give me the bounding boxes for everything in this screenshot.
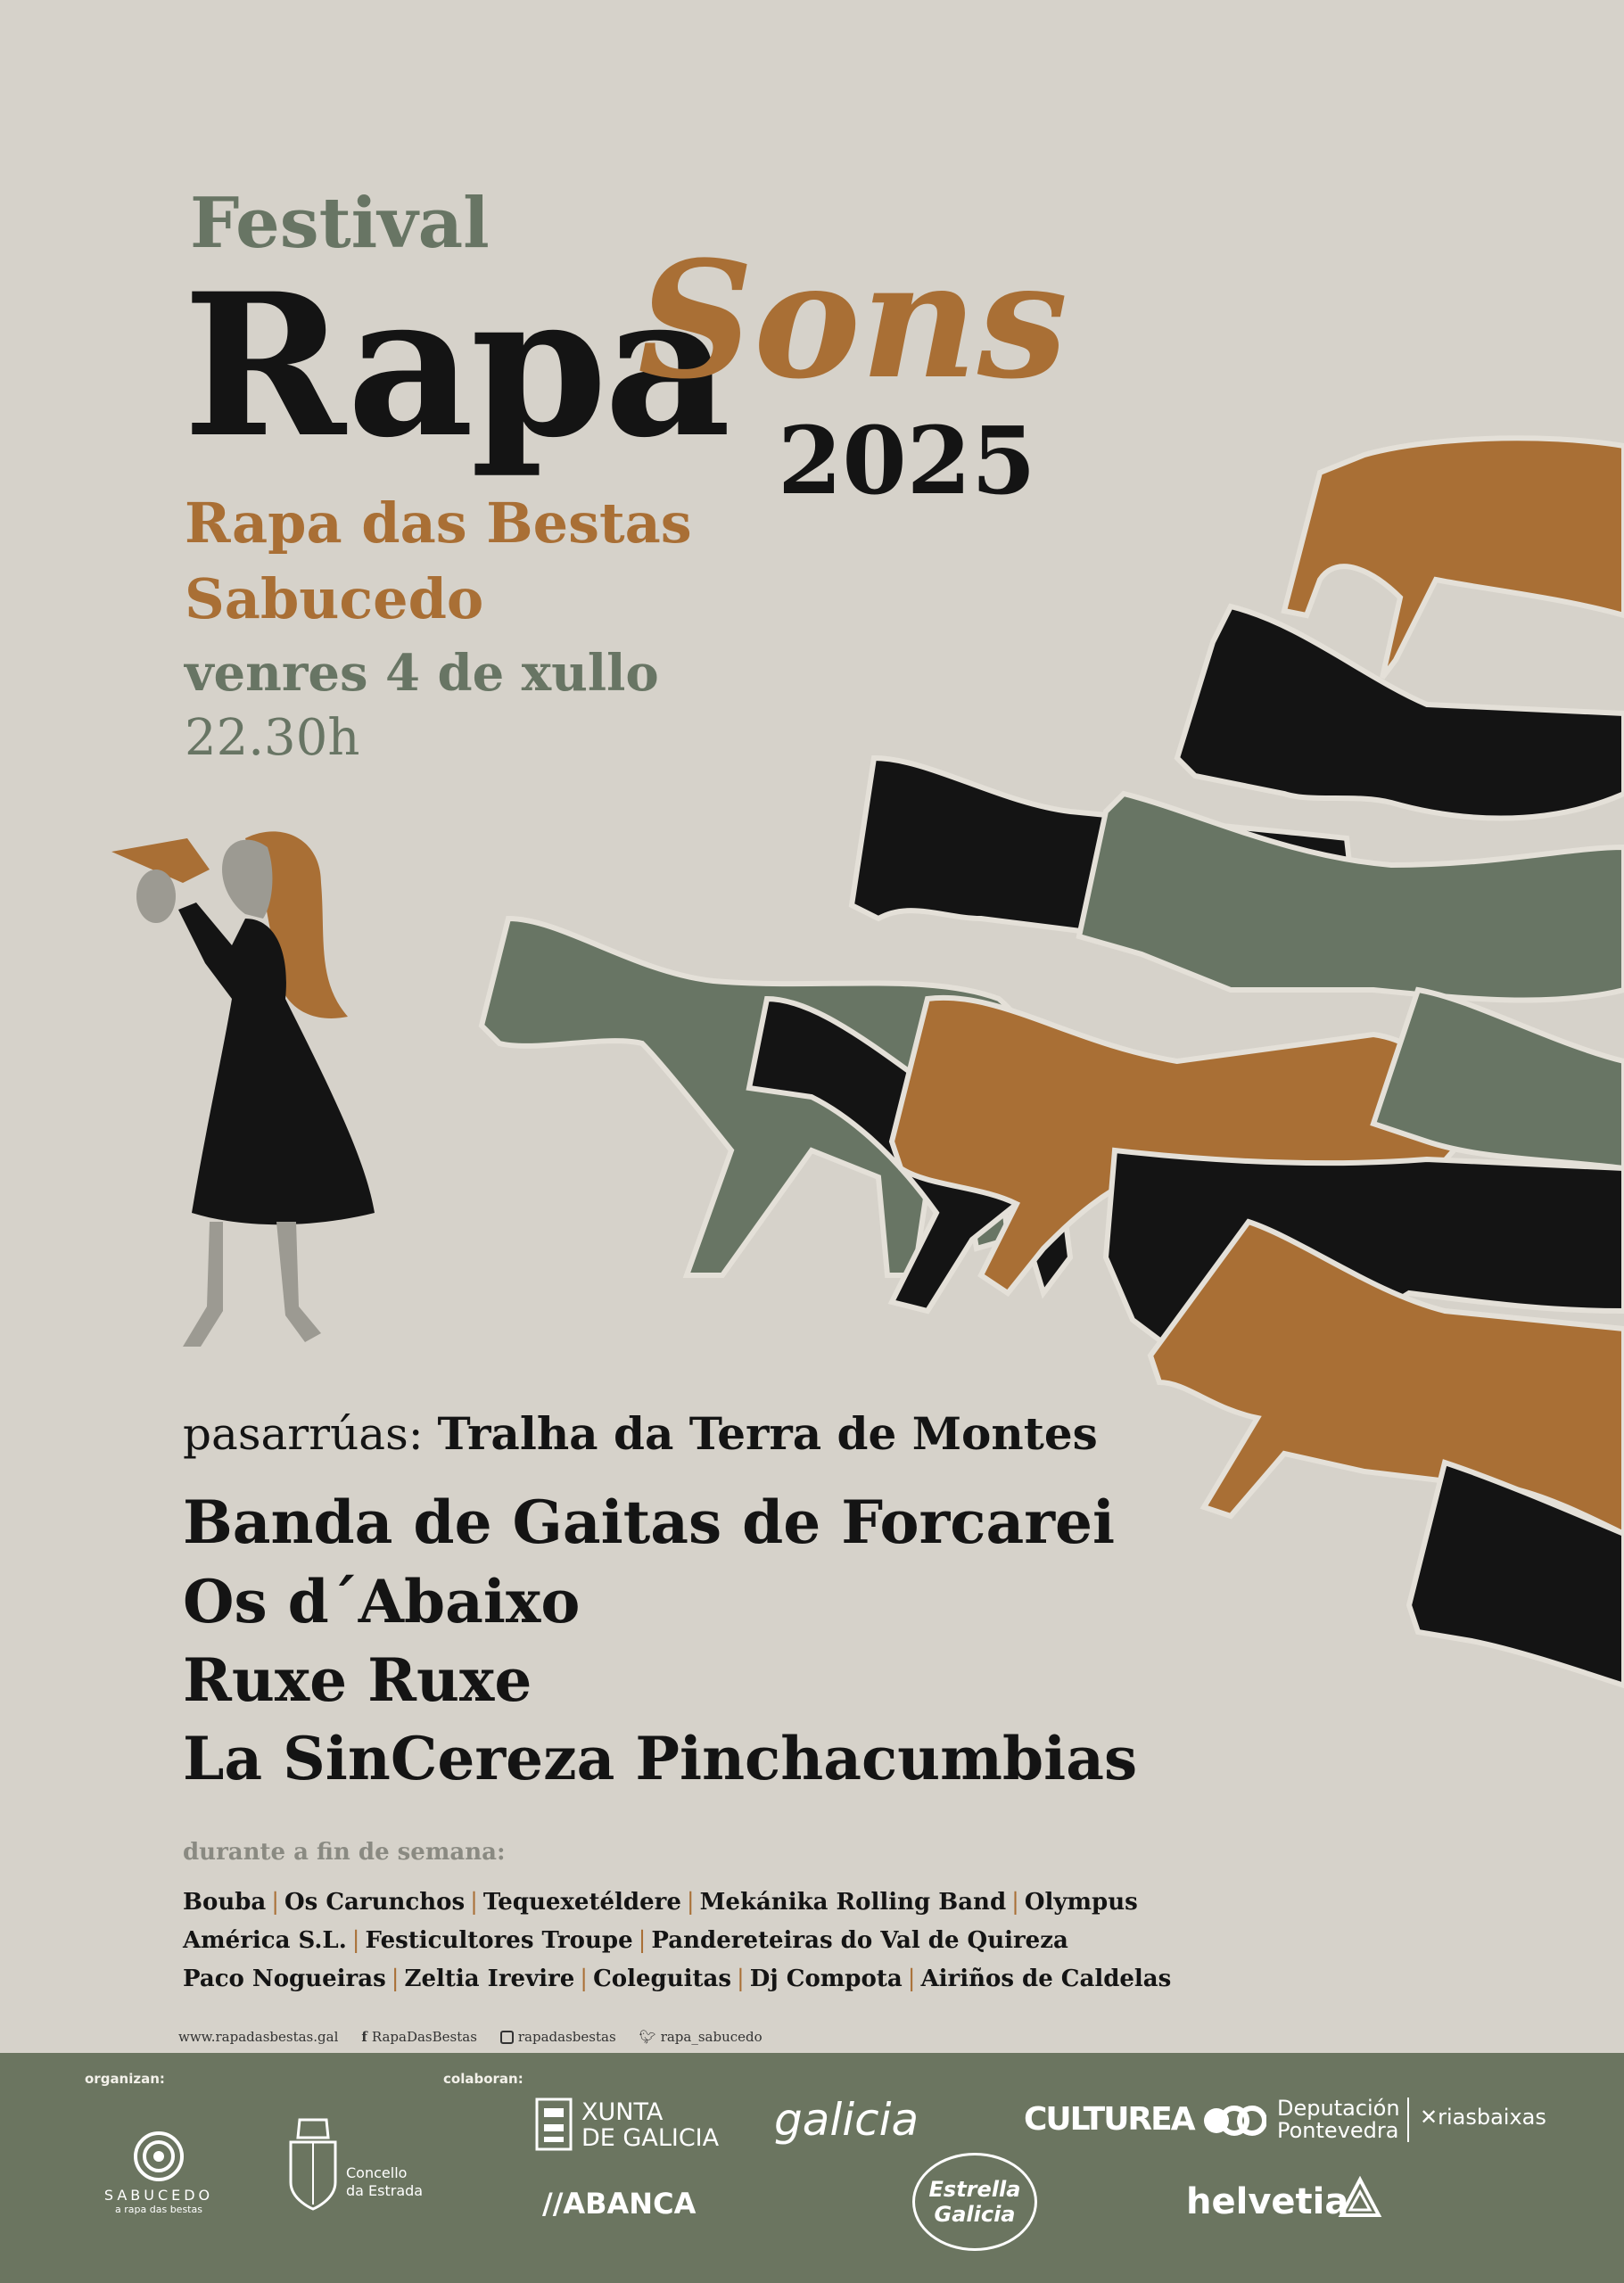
weekend-row-3: Paco Nogueiras | Zeltia Irevire | Coleguitas | Dj Compota | Airiños de Caldelas xyxy=(183,1966,1172,1992)
sabucedo-logo xyxy=(96,2130,221,2215)
title-year: 2025 xyxy=(778,406,1036,515)
woman-horn-illustration xyxy=(98,820,392,1356)
band-4: La SinCereza Pinchacumbias xyxy=(183,1724,1138,1793)
xunta-logo xyxy=(581,2099,719,2151)
sabucedo-spiral-icon xyxy=(132,2130,185,2183)
weekend-act: Festicultores Troupe xyxy=(365,1927,633,1954)
weekend-act: Olympus xyxy=(1024,1889,1138,1916)
cultura-logo: CULTUREA xyxy=(1024,2101,1194,2138)
riasbaixas-x-icon: ✕ xyxy=(1420,2105,1439,2130)
weekend-act: Paco Nogueiras xyxy=(183,1966,386,1992)
deputacion-icon xyxy=(1202,2094,1266,2147)
estrella-line-1: Estrella xyxy=(928,2177,1021,2202)
twitter-handle: rapa_sabucedo xyxy=(660,2029,763,2045)
event-time: 22.30h xyxy=(185,709,360,767)
riasbaixas-logo xyxy=(1420,2105,1546,2130)
helvetia-logo: helvetia xyxy=(1186,2181,1349,2222)
facebook-icon: f xyxy=(361,2029,367,2045)
sabucedo-tagline: a rapa das bestas xyxy=(115,2204,202,2215)
xunta-crest-icon xyxy=(535,2098,573,2151)
instagram-link[interactable] xyxy=(500,2029,616,2045)
pasarruas-line xyxy=(183,1407,1098,1460)
weekend-act: Dj Compota xyxy=(749,1966,903,1992)
event-date: venres 4 de xullo xyxy=(185,644,659,703)
weekend-act: Os Carunchos xyxy=(284,1889,466,1916)
sponsors-footer xyxy=(0,2053,1624,2283)
band-1: Banda de Gaitas de Forcarei xyxy=(183,1488,1116,1557)
pasarruas-label: pasarrúas: xyxy=(183,1408,424,1460)
weekend-act: Zeltia Irevire xyxy=(404,1966,575,1992)
band-2: Os d´Abaixo xyxy=(183,1567,581,1636)
subtitle-sabucedo: Sabucedo xyxy=(185,566,484,631)
festival-label: Festival xyxy=(190,183,490,264)
twitter-link[interactable] xyxy=(639,2029,763,2045)
weekend-act: Coleguitas xyxy=(593,1966,731,1992)
helvetia-triangle-icon xyxy=(1338,2176,1382,2221)
instagram-icon xyxy=(500,2031,514,2044)
title-sons: Sons xyxy=(638,227,1068,415)
twitter-icon: 🐦︎ xyxy=(639,2029,656,2045)
concello-line-1: Concello xyxy=(346,2164,408,2181)
deputacion-logo xyxy=(1277,2098,1400,2142)
galicia-logo: galicia xyxy=(774,2094,919,2146)
pasarruas-name: Tralha da Terra de Montes xyxy=(437,1407,1098,1460)
concello-shield-icon xyxy=(282,2115,344,2213)
estrella-line-2: Galicia xyxy=(934,2202,1016,2227)
sabucedo-name: SABUCEDO xyxy=(103,2187,214,2204)
title-rapa: Rapa xyxy=(183,250,728,481)
weekend-act: Airiños de Caldelas xyxy=(920,1966,1172,1992)
weekend-act: Mekánika Rolling Band xyxy=(699,1889,1007,1916)
abanca-logo: //ABANCA xyxy=(542,2187,697,2221)
weekend-act: Pandereteiras do Val de Quireza xyxy=(651,1927,1068,1954)
weekend-act: América S.L. xyxy=(183,1927,347,1954)
weekend-row-1: Bouba | Os Carunchos | Tequexetéldere | Mekánika Rolling Band | Olympus xyxy=(183,1889,1138,1916)
concello-line-2: da Estrada xyxy=(346,2182,424,2199)
organizan-label: organizan: xyxy=(85,2071,165,2087)
facebook-handle: RapaDasBestas xyxy=(371,2029,477,2045)
social-links xyxy=(178,2029,763,2045)
xunta-line-2: DE GALICIA xyxy=(581,2124,720,2152)
weekend-label: durante a fin de semana: xyxy=(183,1839,506,1866)
estrella-galicia-logo xyxy=(912,2153,1037,2251)
riasbaixas-text: riasbaixas xyxy=(1438,2105,1546,2130)
instagram-handle: rapadasbestas xyxy=(517,2029,616,2045)
logo-divider xyxy=(1407,2098,1409,2142)
deputacion-line-2: Pontevedra xyxy=(1277,2118,1399,2143)
xunta-line-1: XUNTA xyxy=(581,2098,664,2126)
website-link[interactable]: www.rapadasbestas.gal xyxy=(178,2029,339,2045)
weekend-act: Tequexetéldere xyxy=(482,1889,681,1916)
colaboran-label: colaboran: xyxy=(443,2071,523,2087)
concello-logo-text xyxy=(346,2164,423,2200)
subtitle-rapa-das-bestas: Rapa das Bestas xyxy=(185,490,692,556)
facebook-link[interactable] xyxy=(361,2029,477,2045)
weekend-act: Bouba xyxy=(183,1889,267,1916)
deputacion-line-1: Deputación xyxy=(1277,2096,1400,2121)
weekend-row-2: América S.L. | Festicultores Troupe | Pandereteiras do Val de Quireza xyxy=(183,1927,1068,1954)
band-3: Ruxe Ruxe xyxy=(183,1645,532,1715)
